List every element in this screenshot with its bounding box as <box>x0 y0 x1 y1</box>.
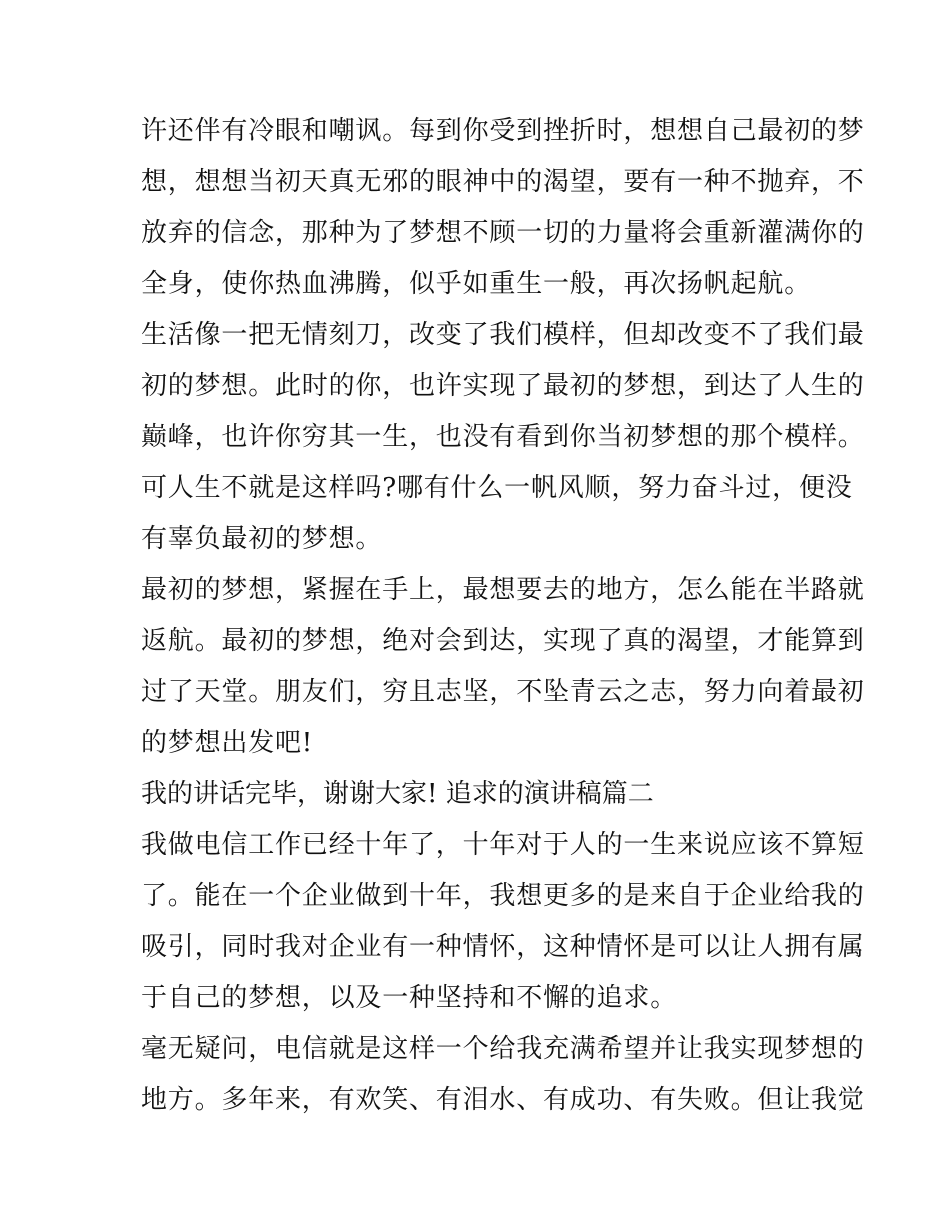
text-line: 过了天堂。朋友们，穷且志坚，不坠青云之志，努力向着最初 <box>141 677 865 707</box>
text-line: 初的梦想。此时的你，也许实现了最初的梦想，到达了人生的 <box>141 371 865 401</box>
text-line: 地方。多年来，有欢笑、有泪水、有成功、有失败。但让我觉 <box>141 1085 865 1115</box>
text-line: 有辜负最初的梦想。 <box>141 524 383 554</box>
text-line: 了。能在一个企业做到十年，我想更多的是来自于企业给我的 <box>141 881 865 911</box>
text-line: 巅峰，也许你穷其一生，也没有看到你当初梦想的那个模样。 <box>141 422 865 452</box>
text-line: 返航。最初的梦想，绝对会到达，实现了真的渴望，才能算到 <box>141 626 865 656</box>
section-heading-line: 我的讲话完毕，谢谢大家! 追求的演讲稿篇二 <box>141 779 654 809</box>
text-line: 全身，使你热血沸腾，似乎如重生一般，再次扬帆起航。 <box>141 269 812 299</box>
text-line: 最初的梦想，紧握在手上，最想要去的地方，怎么能在半路就 <box>141 575 865 605</box>
text-line: 想，想想当初天真无邪的眼神中的渴望，要有一种不抛弃，不 <box>141 167 865 197</box>
text-line: 我做电信工作已经十年了，十年对于人的一生来说应该不算短 <box>141 830 865 860</box>
text-line: 吸引，同时我对企业有一种情怀，这种情怀是可以让人拥有属 <box>141 932 865 962</box>
text-line: 的梦想出发吧! <box>141 728 314 758</box>
text-line: 许还伴有冷眼和嘲讽。每到你受到挫折时，想想自己最初的梦 <box>141 116 865 146</box>
text-line: 放弃的信念，那种为了梦想不顾一切的力量将会重新灌满你的 <box>141 218 865 248</box>
text-line: 毫无疑问，电信就是这样一个给我充满希望并让我实现梦想的 <box>141 1034 865 1064</box>
text-line: 可人生不就是这样吗?哪有什么一帆风顺，努力奋斗过，便没 <box>141 473 853 503</box>
document-body <box>141 106 865 1126</box>
text-line: 于自己的梦想，以及一种坚持和不懈的追求。 <box>141 983 678 1013</box>
text-line: 生活像一把无情刻刀，改变了我们模样，但却改变不了我们最 <box>141 320 865 350</box>
